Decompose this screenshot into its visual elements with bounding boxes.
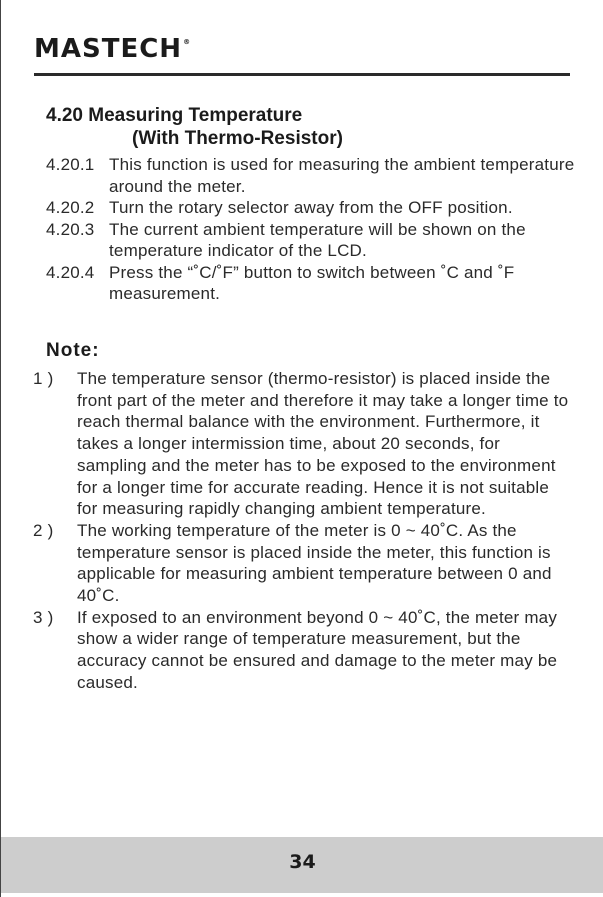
note-number: 1 ) <box>33 369 54 388</box>
step-number: 4.20.2 <box>46 198 95 217</box>
brand-logo <box>34 34 191 64</box>
step-text: This function is used for measuring the ambient temperature around the meter. <box>109 155 575 196</box>
note-text: The working temperature of the meter is 0 ~ 40˚C. As the temperature sensor is placed inside the meter, this function is applicable for measuring ambient temperature between 0 and 40˚C. <box>77 520 552 606</box>
header-divider <box>34 73 570 76</box>
note-number: 3 ) <box>33 607 54 627</box>
note-item <box>33 607 573 694</box>
section-steps <box>46 154 576 305</box>
note-text: The temperature sensor (thermo-resistor) is placed inside the front part of the meter and therefore it may take a longer time to reach thermal balance with the environment. Furthermore, it takes a longer intermission time, about 20 seconds, for sampling and the meter has to be exposed to the environment for a longer time for accurate reading. Hence it is not suitable for measuring rapidly changing ambient temperature. <box>77 369 569 519</box>
page-footer <box>1 837 603 893</box>
step-text: Press the “˚C/˚F” button to switch between ˚C and ˚F measurement. <box>109 262 515 303</box>
note-heading: Note: <box>46 340 100 361</box>
section-title <box>46 104 343 150</box>
step-item <box>46 219 576 262</box>
step-number: 4.20.4 <box>46 262 95 282</box>
brand-name: MASTECH <box>34 34 183 64</box>
step-item <box>46 154 576 197</box>
step-number: 4.20.1 <box>46 155 95 174</box>
note-text: If exposed to an environment beyond 0 ~ 40˚C, the meter may show a wider range of temperature measurement, but the accuracy cannot be ensured and damage to the meter may be caused. <box>77 607 558 692</box>
note-list <box>33 368 573 694</box>
step-text: Turn the rotary selector away from the OFF position. <box>109 198 513 217</box>
note-item <box>33 368 573 520</box>
step-number: 4.20.3 <box>46 219 95 239</box>
note-number: 2 ) <box>33 520 54 540</box>
section-title-line1: 4.20 Measuring Temperature <box>46 105 303 126</box>
note-item <box>33 520 573 607</box>
section-title-line2: (With Thermo-Resistor) <box>132 128 343 149</box>
step-text: The current ambient temperature will be shown on the temperature indicator of the LCD. <box>109 219 526 260</box>
step-item <box>46 197 576 219</box>
page-number: 34 <box>289 851 316 873</box>
step-item <box>46 262 576 305</box>
registered-mark: ® <box>183 38 192 46</box>
